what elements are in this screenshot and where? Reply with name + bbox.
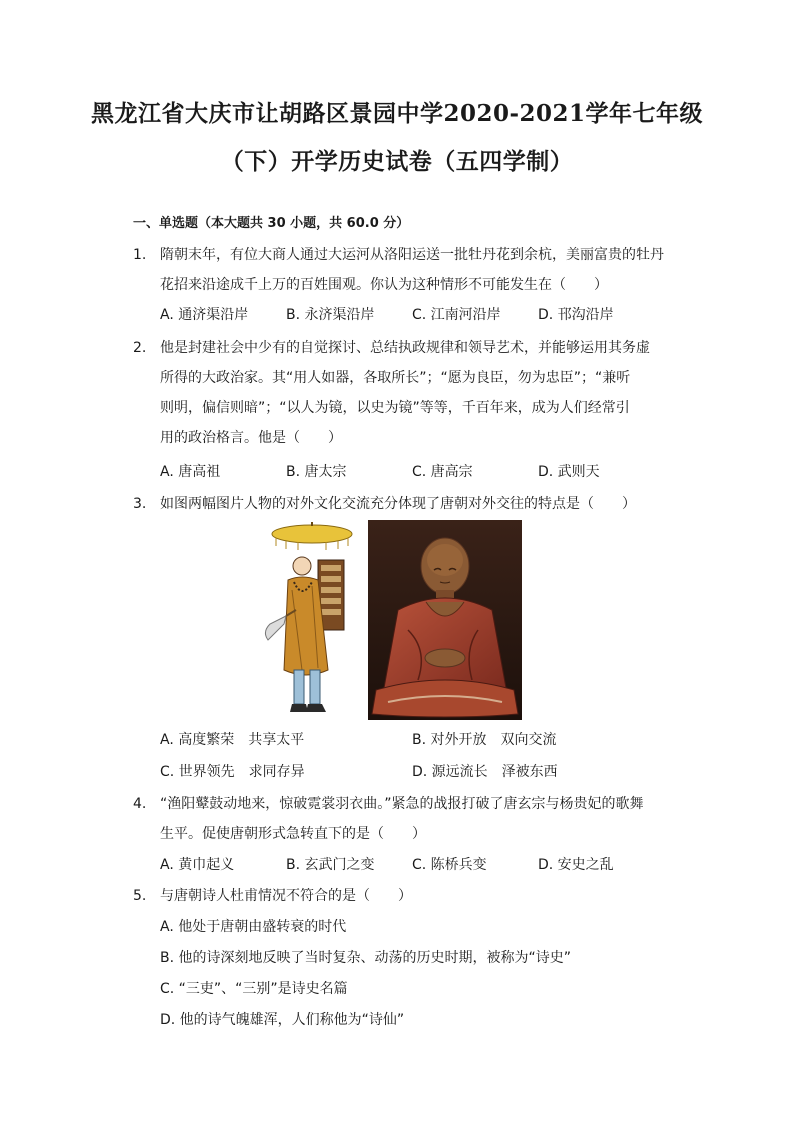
seated-monk-statue-photo: [368, 520, 522, 720]
option-d: D. 武则天: [538, 464, 600, 480]
option-b: B. 对外开放 双向交流: [412, 732, 557, 748]
option-c: C. 江南河沿岸: [412, 307, 501, 323]
question-text: 花招来沿途成千上万的百姓围观。你认为这种情形不可能发生在（ ）: [160, 277, 608, 293]
option-a: A. 黄巾起义: [160, 857, 235, 873]
traveling-monk-illustration: [262, 520, 362, 720]
question-text: 所得的大政治家。其“用人如器，各取所长”；“愿为良臣，勿为忠臣”；“兼听: [160, 370, 631, 386]
option-b: B. 唐太宗: [286, 464, 347, 480]
question-text: 如图两幅图片人物的对外文化交流充分体现了唐朝对外交往的特点是（ ）: [160, 496, 636, 512]
question-text: 用的政治格言。他是（ ）: [160, 430, 342, 446]
question-text: 则明，偏信则暗”；“以人为镜，以史为镜”等等，千百年来，成为人们经常引: [160, 400, 630, 416]
option-b: B. 永济渠沿岸: [286, 307, 375, 323]
option-d: D. 他的诗气魄雄浑，人们称他为“诗仙”: [160, 1012, 405, 1028]
option-c: C. 世界领先 求同存异: [160, 764, 305, 780]
question-number: 1.: [133, 247, 147, 263]
exam-title-line1: 黑龙江省大庆市让胡路区景园中学2020-2021学年七年级: [90, 100, 704, 127]
section-heading: 一、单选题（本大题共 30 小题，共 60.0 分）: [133, 216, 410, 231]
option-d: D. 源远流长 泽被东西: [412, 764, 558, 780]
option-a: A. 唐高祖: [160, 464, 221, 480]
question-number: 4.: [133, 796, 147, 812]
option-c: C. 陈桥兵变: [412, 857, 487, 873]
option-a: A. 高度繁荣 共享太平: [160, 732, 305, 748]
option-a: A. 通济渠沿岸: [160, 307, 249, 323]
question-text: 隋朝末年，有位大商人通过大运河从洛阳运送一批牡丹花到余杭，美丽富贵的牡丹: [160, 247, 664, 263]
option-d: D. 邗沟沿岸: [538, 307, 614, 323]
option-b: B. 他的诗深刻地反映了当时复杂、动荡的历史时期，被称为“诗史”: [160, 950, 572, 966]
option-c: C. 唐高宗: [412, 464, 473, 480]
question-text: 他是封建社会中少有的自觉探讨、总结执政规律和领导艺术，并能够运用其务虚: [160, 340, 650, 356]
option-b: B. 玄武门之变: [286, 857, 375, 873]
question-number: 3.: [133, 496, 147, 512]
option-c: C. “三吏”、“三别”是诗史名篇: [160, 981, 348, 997]
question-text: 与唐朝诗人杜甫情况不符合的是（ ）: [160, 888, 412, 904]
option-a: A. 他处于唐朝由盛转衰的时代: [160, 919, 347, 935]
exam-title-line2: （下）开学历史试卷（五四学制）: [220, 148, 574, 175]
option-d: D. 安史之乱: [538, 857, 614, 873]
question-text: “渔阳鼙鼓动地来，惊破霓裳羽衣曲。”紧急的战报打破了唐玄宗与杨贵妃的歌舞: [160, 796, 644, 812]
question-text: 生平。促使唐朝形式急转直下的是（ ）: [160, 826, 426, 842]
question-number: 5.: [133, 888, 147, 904]
question-number: 2.: [133, 340, 147, 356]
